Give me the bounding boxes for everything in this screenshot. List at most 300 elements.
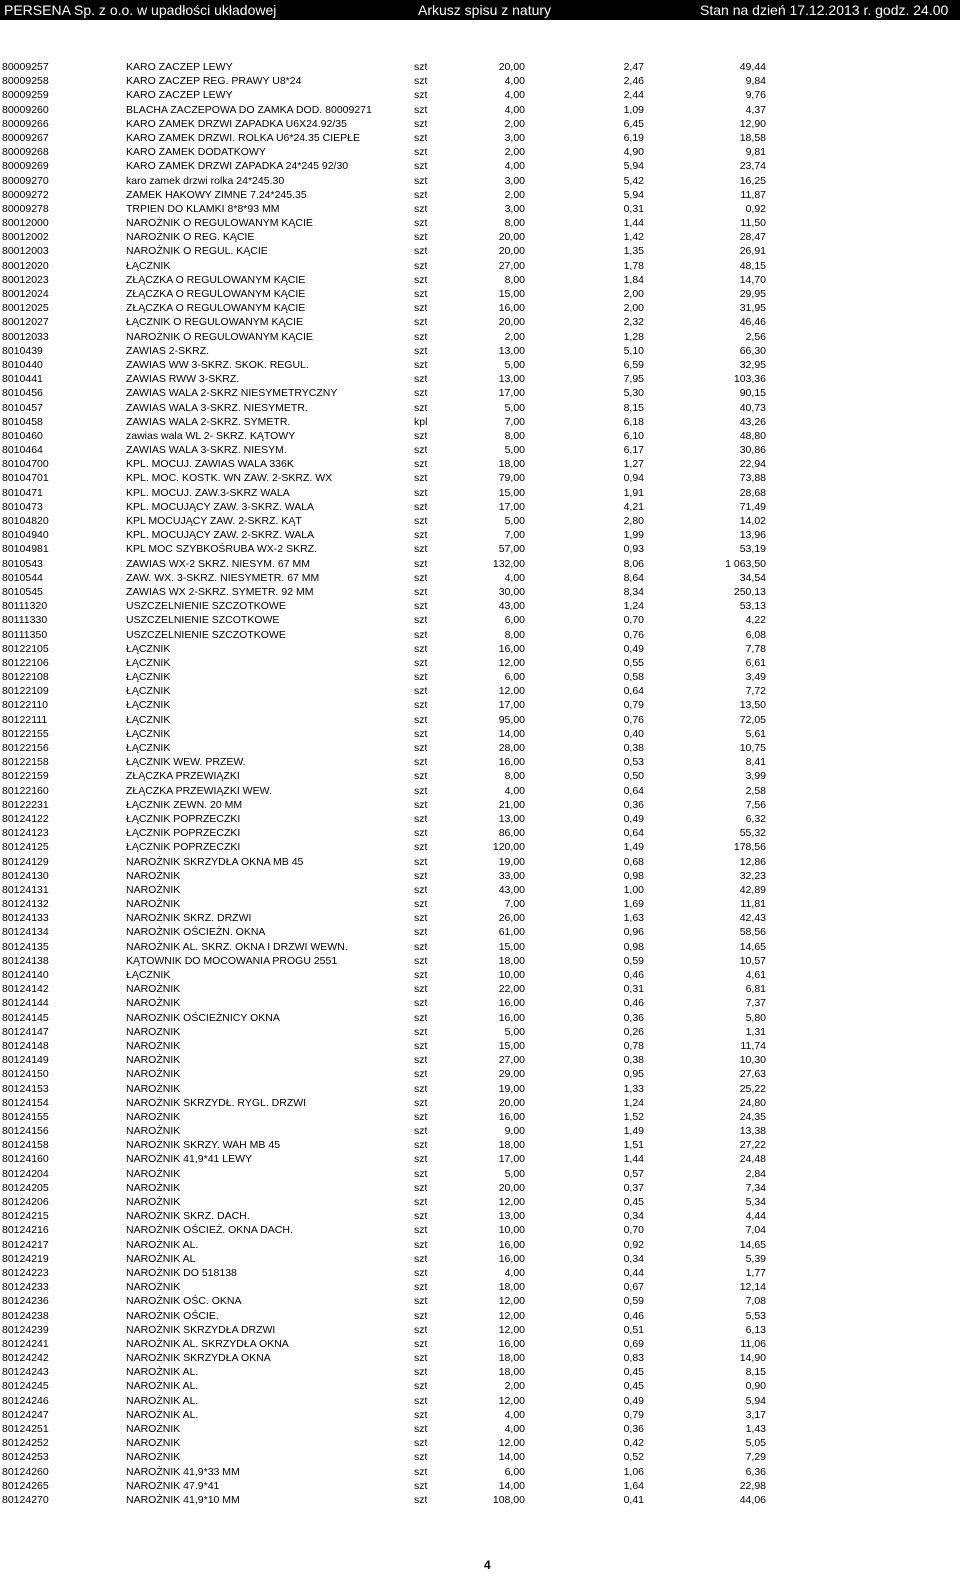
item-quantity: 3,00 (504, 174, 525, 187)
item-code: 80009266 (2, 117, 49, 130)
item-unit: szt (414, 401, 428, 414)
item-code: 80122106 (2, 656, 49, 669)
table-row (0, 897, 960, 911)
item-name: NAROŻNIK (126, 1110, 181, 1123)
item-code: 80012000 (2, 217, 49, 230)
table-row (0, 1294, 960, 1308)
item-name: NAROŻNIK AL (126, 1252, 196, 1265)
item-quantity: 2,00 (504, 330, 525, 343)
item-unit: szt (414, 529, 428, 542)
item-unit: szt (414, 600, 428, 613)
item-unit: szt (414, 983, 428, 996)
item-name: NAROŻNIK AL. (126, 1408, 199, 1421)
table-row (0, 940, 960, 954)
table-row (0, 982, 960, 996)
item-code: 8010545 (2, 585, 43, 598)
table-row (0, 60, 960, 74)
item-quantity: 15,00 (498, 288, 525, 300)
item-name: NAROZNIK OŚCIEŻNICY OKNA (126, 1011, 280, 1024)
item-quantity: 2,00 (504, 1380, 525, 1393)
item-code: 80104700 (2, 458, 49, 471)
item-quantity: 43,00 (498, 600, 525, 613)
item-code: 80124147 (2, 1025, 49, 1038)
item-code: 80124145 (2, 1011, 49, 1024)
item-unit-price: 0,70 (623, 614, 644, 627)
item-name: NAROŻNIK (126, 898, 181, 911)
item-value: 14,02 (739, 515, 766, 527)
item-value: 3,99 (745, 770, 766, 783)
item-value: 13,38 (739, 1125, 766, 1138)
item-unit: szt (414, 486, 428, 499)
item-quantity: 6,00 (504, 614, 525, 627)
table-row (0, 103, 960, 117)
item-unit: szt (414, 1437, 428, 1450)
item-unit-price: 2,47 (623, 61, 644, 73)
table-row (0, 1493, 960, 1507)
table-row (0, 330, 960, 344)
item-unit-price: 0,68 (623, 855, 644, 868)
item-code: 80124236 (2, 1295, 49, 1308)
item-unit: szt (414, 883, 428, 896)
item-unit-price: 0,50 (623, 770, 644, 783)
item-value: 40,73 (739, 401, 766, 414)
table-row (0, 1011, 960, 1025)
item-unit-price: 6,18 (623, 415, 644, 428)
item-unit-price: 4,21 (623, 500, 644, 513)
item-name: ZAWIAS 2-SKRZ. (126, 344, 210, 357)
item-name: USZCZELNIENIE SZCZOTKOWE (126, 628, 286, 641)
item-unit-price: 5,94 (623, 188, 644, 201)
item-unit-price: 0,83 (623, 1352, 644, 1365)
item-quantity: 4,00 (504, 160, 525, 173)
item-code: 80124253 (2, 1451, 49, 1464)
item-quantity: 20,00 (498, 61, 525, 73)
table-row (0, 1025, 960, 1039)
item-name: ŁĄCZNIK (126, 727, 171, 740)
item-quantity: 5,00 (504, 1167, 525, 1180)
item-quantity: 8,00 (504, 429, 525, 442)
item-code: 80122156 (2, 742, 49, 754)
item-value: 12,90 (739, 117, 766, 130)
item-unit-price: 2,80 (623, 515, 644, 527)
item-quantity: 8,00 (504, 273, 525, 286)
item-quantity: 5,00 (504, 1025, 525, 1038)
item-code: 80124241 (2, 1337, 49, 1350)
item-name: NAROŻNIK OŚC. OKNA (126, 1295, 242, 1308)
item-value: 3,17 (745, 1408, 766, 1421)
table-row (0, 1195, 960, 1209)
item-unit: szt (414, 1167, 428, 1180)
item-unit-price: 2,00 (623, 302, 644, 315)
item-name: KĄTOWNIK DO MOCOWANIA PROGU 2551 (126, 954, 338, 967)
item-name: NAROŻNIK SKRZ. DRZWI (126, 912, 252, 925)
item-unit: szt (414, 543, 428, 556)
item-code: 80104940 (2, 529, 49, 542)
item-unit-price: 0,64 (623, 784, 644, 797)
item-value: 22,94 (739, 458, 766, 471)
item-unit-price: 0,78 (623, 1039, 644, 1052)
item-unit: szt (414, 869, 428, 882)
item-value: 178,56 (733, 841, 766, 854)
table-row (0, 855, 960, 869)
item-unit-price: 0,52 (623, 1451, 644, 1464)
item-name: ŁĄCZNIK ZEWN. 20 MM (126, 798, 243, 811)
item-unit-price: 0,95 (623, 1068, 644, 1081)
item-unit-price: 0,36 (623, 1423, 644, 1435)
item-name: NAROŻNIK (126, 1451, 181, 1464)
item-unit-price: 5,94 (623, 160, 644, 173)
item-name: NAROŻNIK SKRZ. DACH. (126, 1210, 250, 1223)
item-code: 80124133 (2, 912, 49, 925)
item-code: 80124135 (2, 940, 49, 953)
item-code: 80009260 (2, 103, 49, 116)
item-value: 26,91 (739, 245, 766, 258)
item-value: 24,35 (739, 1110, 766, 1123)
item-unit-price: 1,27 (623, 458, 644, 471)
item-name: KARO ZAMEK DRZWI. ROLKA U6*24.35 CIEPŁE (126, 131, 360, 144)
item-unit: szt (414, 1096, 428, 1109)
item-quantity: 13,00 (498, 1210, 525, 1223)
item-code: 80122160 (2, 784, 49, 797)
table-row (0, 599, 960, 613)
item-unit: szt (414, 273, 428, 286)
item-unit-price: 0,49 (623, 812, 644, 825)
item-unit: szt (414, 1181, 428, 1194)
item-unit-price: 1,64 (623, 1479, 644, 1492)
item-value: 11,87 (740, 188, 766, 201)
item-name: NAROŻNIK (126, 869, 181, 882)
item-code: 80122231 (2, 798, 49, 811)
table-row (0, 628, 960, 642)
item-unit-price: 1,52 (623, 1110, 644, 1123)
item-unit: szt (414, 969, 428, 981)
item-quantity: 16,00 (498, 997, 525, 1010)
company-name: PERSENA Sp. z o.o. w upadłości układowej (4, 2, 277, 18)
item-code: 80124148 (2, 1039, 49, 1052)
item-value: 9,81 (745, 146, 766, 159)
item-code: 8010457 (2, 401, 43, 414)
item-quantity: 16,00 (498, 1238, 525, 1251)
item-name: NAROŻNIK (126, 1281, 181, 1294)
item-name: KARO ZACZEP LEWY (126, 89, 233, 102)
item-unit-price: 0,34 (623, 1252, 644, 1265)
item-value: 46,46 (739, 316, 766, 329)
table-row (0, 188, 960, 202)
item-code: 80124204 (2, 1167, 49, 1180)
table-row (0, 1096, 960, 1110)
table-row (0, 1280, 960, 1294)
item-quantity: 8,00 (504, 770, 525, 783)
item-quantity: 18,00 (498, 954, 525, 967)
item-unit: szt (414, 699, 428, 712)
item-quantity: 12,00 (498, 1309, 525, 1322)
item-quantity: 16,00 (498, 1252, 525, 1265)
item-unit-price: 0,98 (623, 940, 644, 953)
item-unit-price: 8,64 (623, 571, 644, 584)
item-unit-price: 0,94 (623, 472, 644, 485)
table-row (0, 1422, 960, 1436)
item-name: NAROŻNIK AL. (126, 1380, 199, 1393)
item-name: NAROŻNIK 47.9*41 (126, 1479, 220, 1492)
item-code: 80124215 (2, 1210, 49, 1223)
item-unit-price: 1,00 (623, 883, 644, 896)
item-value: 72,05 (739, 713, 766, 726)
item-unit-price: 0,40 (623, 727, 644, 740)
item-unit-price: 0,67 (623, 1281, 644, 1294)
item-code: 8010460 (2, 429, 43, 442)
item-code: 80124242 (2, 1352, 49, 1365)
item-unit-price: 0,49 (623, 1394, 644, 1407)
item-code: 8010543 (2, 557, 43, 570)
item-quantity: 12,00 (498, 1295, 525, 1308)
item-value: 8,15 (745, 1366, 766, 1379)
item-value: 0,92 (745, 202, 766, 215)
item-unit-price: 0,79 (623, 1408, 644, 1421)
item-name: NAROŻNIK (126, 883, 181, 896)
item-unit-price: 0,79 (623, 699, 644, 712)
item-code: 80122111 (2, 713, 48, 726)
item-code: 80124205 (2, 1181, 49, 1194)
table-row (0, 528, 960, 542)
item-name: KPL. MOCUJĄCY ZAW. 3-SKRZ. WALA (126, 500, 315, 513)
item-name: NAROZNIK (126, 1437, 181, 1450)
item-unit-price: 0,41 (623, 1493, 644, 1506)
item-quantity: 10,00 (498, 969, 525, 981)
table-row (0, 1124, 960, 1138)
table-row (0, 88, 960, 102)
item-code: 80012023 (2, 273, 49, 286)
item-quantity: 28,00 (498, 742, 525, 754)
item-quantity: 21,00 (498, 798, 525, 811)
item-unit: szt (414, 841, 428, 854)
item-value: 53,19 (739, 543, 766, 556)
item-value: 250,13 (733, 585, 766, 598)
item-unit-price: 8,06 (623, 557, 644, 570)
item-unit: szt (414, 344, 428, 357)
item-unit-price: 1,49 (623, 1125, 644, 1138)
item-unit-price: 2,32 (623, 316, 644, 329)
item-code: 80124270 (2, 1493, 49, 1506)
table-row (0, 1209, 960, 1223)
item-quantity: 18,00 (498, 458, 525, 471)
table-row (0, 883, 960, 897)
item-value: 48,80 (739, 429, 766, 442)
item-name: NAROŻNIK OŚCIEŻN. OKNA (126, 926, 266, 939)
item-value: 13,96 (739, 529, 766, 542)
item-name: ZAWIAS RWW 3-SKRZ. (126, 373, 240, 386)
item-name: NAROŻNIK (126, 1167, 181, 1180)
item-value: 10,57 (739, 954, 766, 967)
item-name: KPL MOC SZYBKOŚRUBA WX-2 SKRZ. (126, 543, 317, 556)
item-unit: szt (414, 117, 428, 130)
item-name: NAROŻNIK (126, 1054, 181, 1067)
item-unit: szt (414, 798, 428, 811)
item-unit: szt (414, 1465, 428, 1478)
item-unit-price: 0,76 (623, 628, 644, 641)
item-value: 7,29 (745, 1451, 766, 1464)
table-row (0, 344, 960, 358)
item-name: NAROŻNIK SKRZYDŁ. RYGL. DRZWI (126, 1096, 307, 1109)
item-code: 80012003 (2, 245, 49, 258)
item-value: 6,36 (745, 1465, 766, 1478)
table-row (0, 557, 960, 571)
item-unit-price: 0,44 (623, 1266, 644, 1279)
item-unit-price: 0,45 (623, 1380, 644, 1393)
item-unit: szt (414, 756, 428, 769)
item-quantity: 19,00 (498, 1082, 525, 1095)
item-value: 1,77 (745, 1266, 766, 1279)
item-value: 31,95 (739, 302, 766, 315)
item-code: 8010439 (2, 344, 43, 357)
item-name: ZAWIAS WX 2-SKRZ. SYMETR. 92 MM (126, 585, 314, 598)
item-value: 32,23 (739, 869, 766, 882)
item-code: 80124123 (2, 827, 49, 840)
item-unit-price: 0,59 (623, 1295, 644, 1308)
item-code: 80122109 (2, 685, 49, 698)
table-row (0, 741, 960, 755)
table-row (0, 642, 960, 656)
item-quantity: 13,00 (498, 812, 525, 825)
table-row (0, 755, 960, 769)
item-value: 7,72 (745, 685, 766, 698)
item-value: 2,58 (745, 784, 766, 797)
item-quantity: 3,00 (504, 131, 525, 144)
item-unit: kpl (414, 415, 428, 428)
item-unit: szt (414, 1054, 428, 1067)
item-unit: szt (414, 1039, 428, 1052)
item-unit: szt (414, 202, 428, 215)
table-row (0, 117, 960, 131)
item-value: 103,36 (733, 373, 766, 386)
item-quantity: 18,00 (498, 1366, 525, 1379)
item-name: NAROŻNIK SKRZY. WAH MB 45 (126, 1139, 281, 1152)
table-row (0, 1223, 960, 1237)
item-quantity: 7,00 (504, 415, 525, 428)
item-name: NAROŻNIK AL. SKRZYDŁA OKNA (126, 1337, 289, 1350)
item-name: NAROŻNIK 41,9*33 MM (126, 1465, 240, 1478)
item-name: KARO ZACZEP LEWY (126, 61, 233, 73)
item-name: karo zamek drzwi rolka 24*245.30 (126, 174, 285, 187)
item-unit: szt (414, 174, 428, 187)
item-name: NAROŻNIK OŚCIE. (126, 1309, 219, 1322)
item-quantity: 27,00 (498, 259, 525, 272)
item-unit-price: 0,37 (623, 1181, 644, 1194)
item-name: USZCZELNIENIE SZCZOTKOWE (126, 600, 286, 613)
item-quantity: 16,00 (498, 1337, 525, 1350)
item-quantity: 5,00 (504, 444, 525, 457)
item-unit-price: 0,38 (623, 1054, 644, 1067)
item-code: 8010441 (2, 373, 43, 386)
item-unit-price: 1,28 (623, 330, 644, 343)
item-value: 34,54 (739, 571, 766, 584)
item-unit-price: 0,38 (623, 742, 644, 754)
item-code: 80009278 (2, 202, 49, 215)
item-quantity: 22,00 (498, 983, 525, 996)
item-code: 80124206 (2, 1196, 49, 1208)
item-name: ŁĄCZNIK O REGULOWANYM KĄCIE (126, 316, 303, 329)
item-unit-price: 0,26 (623, 1025, 644, 1038)
item-unit: szt (414, 358, 428, 371)
item-value: 18,58 (739, 131, 766, 144)
item-name: NAROZNIK (126, 1025, 181, 1038)
item-unit: szt (414, 571, 428, 584)
item-code: 80124160 (2, 1153, 49, 1166)
item-unit-price: 1,24 (623, 600, 644, 613)
item-unit-price: 0,46 (623, 997, 644, 1010)
item-value: 13,50 (739, 699, 766, 712)
item-value: 11,74 (740, 1039, 766, 1052)
item-quantity: 12,00 (498, 1196, 525, 1208)
item-quantity: 132,00 (492, 557, 525, 570)
item-name: NAROŻNIK (126, 1423, 181, 1435)
item-unit-price: 1,49 (623, 841, 644, 854)
item-quantity: 14,00 (498, 1451, 525, 1464)
item-unit: szt (414, 1082, 428, 1095)
item-name: NAROŻNIK O REGUL. KĄCIE (126, 245, 268, 258)
item-unit-price: 0,49 (623, 642, 644, 655)
item-name: KARO ZAMEK DRZWI ZAPADKA U6X24.92/35 (126, 117, 347, 130)
item-value: 5,94 (745, 1394, 766, 1407)
item-name: ZAMEK HAKOWY ZIMNE 7.24*245.35 (126, 188, 307, 201)
item-unit-price: 2,44 (623, 89, 644, 102)
table-row (0, 372, 960, 386)
item-name: NAROŻNIK AL. SKRZ. OKNA I DRZWI WEWN. (126, 940, 348, 953)
item-quantity: 2,00 (504, 117, 525, 130)
item-unit-price: 1,35 (623, 245, 644, 258)
item-quantity: 15,00 (498, 940, 525, 953)
item-code: 80124130 (2, 869, 49, 882)
item-code: 80012025 (2, 302, 49, 315)
item-unit: szt (414, 1366, 428, 1379)
table-row (0, 826, 960, 840)
item-value: 90,15 (739, 387, 766, 400)
item-unit: szt (414, 1224, 428, 1237)
item-name: NAROŻNIK (126, 1125, 181, 1138)
item-code: 80104820 (2, 515, 49, 527)
item-unit: szt (414, 1493, 428, 1506)
item-name: NAROŻNIK (126, 1068, 181, 1081)
item-name: ŁĄCZNIK (126, 642, 171, 655)
table-row (0, 869, 960, 883)
item-unit: szt (414, 642, 428, 655)
item-unit: szt (414, 614, 428, 627)
item-name: KARO ZAMEK DRZWI ZAPADKA 24*245 92/30 (126, 160, 349, 173)
inventory-table (0, 60, 960, 1507)
item-unit: szt (414, 827, 428, 840)
item-name: NAROŻNIK (126, 983, 181, 996)
item-name: NAROŻNIK OŚCIEŻ. OKNA DACH. (126, 1224, 293, 1237)
item-unit-price: 1,91 (623, 486, 644, 499)
item-unit-price: 0,53 (623, 756, 644, 769)
item-quantity: 14,00 (498, 727, 525, 740)
item-unit-price: 6,19 (623, 131, 644, 144)
table-row (0, 131, 960, 145)
table-row (0, 315, 960, 329)
item-code: 80111320 (2, 600, 48, 613)
item-quantity: 12,00 (498, 1394, 525, 1407)
table-row (0, 1323, 960, 1337)
item-name: NAROŻNIK 41,9*10 MM (126, 1493, 240, 1506)
table-row (0, 174, 960, 188)
item-unit: szt (414, 812, 428, 825)
table-row (0, 1394, 960, 1408)
item-value: 7,34 (745, 1181, 766, 1194)
table-row (0, 74, 960, 88)
item-unit: szt (414, 160, 428, 173)
item-code: 80124155 (2, 1110, 49, 1123)
item-unit: szt (414, 146, 428, 159)
item-value: 2,56 (745, 330, 766, 343)
